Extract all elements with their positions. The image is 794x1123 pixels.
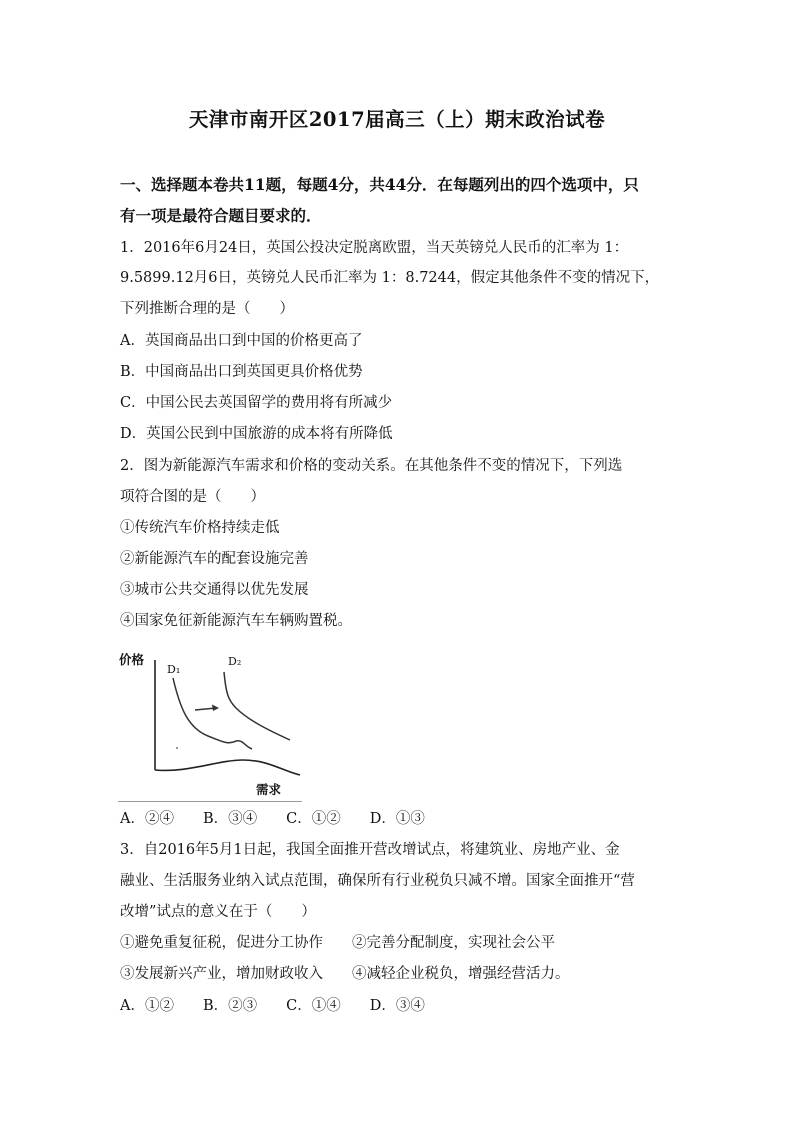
q3-items-1-2: ①避免重复征税，促进分工协作 ②完善分配制度，实现社会公平 (120, 935, 555, 951)
q2-item-4: ④国家免征新能源汽车车辆购置税。 (120, 613, 352, 629)
q1-option-b: B．中国商品出口到英国更具价格优势 (120, 364, 363, 380)
demand-curve-d2 (224, 672, 290, 740)
q1-stem-line-1: 1．2016年6月24日，英国公投决定脱离欧盟，当天英镑兑人民币的汇率为 1： (120, 240, 629, 256)
q3-stem-line-3: 改增”试点的意义在于（ ） (120, 904, 316, 920)
y-axis-label: 价格 (119, 652, 145, 667)
q1-option-d: D．英国公民到中国旅游的成本将有所降低 (120, 426, 393, 442)
q2-item-3: ③城市公共交通得以优先发展 (120, 582, 309, 598)
q2-answer-options: A．②④ B．③④ C．①② D．①③ (120, 811, 425, 827)
demand-price-graph (118, 648, 300, 801)
curve-d2-label: D₂ (228, 655, 242, 668)
shift-arrow-head (212, 705, 219, 712)
section-heading-line-1: 一、选择题本卷共11题，每题4分，共44分．在每题列出的四个选项中，只 (120, 175, 639, 194)
section-heading-line-2: 有一项是最符合题目要求的． (120, 206, 322, 225)
q1-option-a: A．英国商品出口到中国的价格更高了 (120, 333, 363, 349)
q3-answer-options: A．①② B．②③ C．①④ D．③④ (120, 998, 425, 1014)
q2-item-2: ②新能源汽车的配套设施完善 (120, 551, 309, 567)
x-axis (155, 760, 300, 775)
curve-d1-label: D₁ (167, 663, 181, 676)
demand-curve-d1 (173, 678, 252, 749)
graph-underline (118, 801, 302, 802)
graph-dot (176, 747, 178, 749)
q1-stem-line-2: 9.5899.12月6日，英镑兑人民币汇率为 1：8.7244，假定其他条件不变的情况下， (120, 270, 660, 286)
q1-option-c: C．中国公民去英国留学的费用将有所减少 (120, 395, 393, 411)
q2-stem-line-2: 项符合图的是（ ） (120, 489, 265, 505)
q3-items-3-4: ③发展新兴产业，增加财政收入 ④减轻企业税负，增强经营活力。 (120, 966, 570, 982)
q3-stem-line-2: 融业、生活服务业纳入试点范围，确保所有行业税负只减不增。国家全面推开“营 (120, 873, 635, 889)
q2-stem-line-1: 2．图为新能源汽车需求和价格的变动关系。在其他条件不变的情况下，下列选 (120, 458, 623, 474)
q3-stem-line-1: 3．自2016年5月1日起，我国全面推开营改增试点，将建筑业、房地产业、金 (120, 842, 620, 858)
q2-item-1: ①传统汽车价格持续走低 (120, 520, 280, 536)
page-title: 天津市南开区2017届高三（上）期末政治试卷 (188, 108, 606, 131)
q1-stem-line-3: 下列推断合理的是（ ） (120, 301, 294, 317)
x-axis-label: 需求 (256, 782, 282, 797)
